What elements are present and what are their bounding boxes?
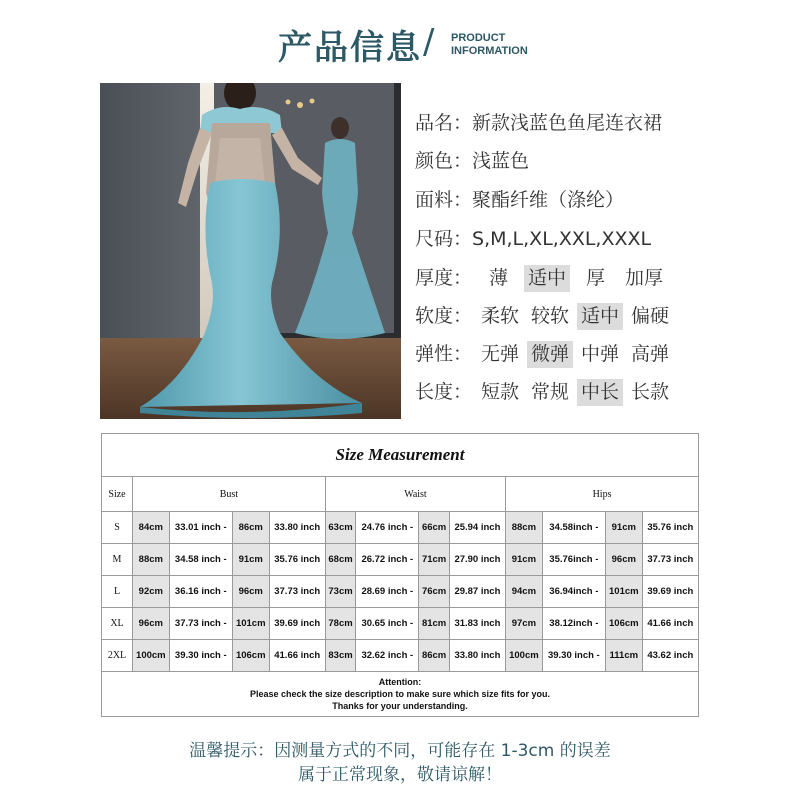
size-label-cell: M [102,544,133,576]
measurement-cell: 106cm [605,608,642,640]
measurement-cell: 101cm [232,608,269,640]
size-label-cell: 2XL [102,640,133,672]
measurement-cell: 100cm [506,640,543,672]
subtitle-line-1: PRODUCT [451,32,506,44]
measurement-cell: 86cm [232,512,269,544]
measurement-cell: 39.30 inch - [542,640,605,672]
measurement-cell: 78cm [325,608,355,640]
spec-name-label: 品名： [415,112,473,134]
grade-option: 常规 [531,381,570,403]
measurement-cell: 94cm [506,576,543,608]
page-title: 产品信息 [278,28,422,68]
measurement-cell: 41.66 inch [269,640,325,672]
subtitle-line-2: INFORMATION [451,45,528,57]
measurement-cell: 37.73 inch [642,544,698,576]
spec-color-value: 浅蓝色 [472,150,530,172]
grade-option: 厚 [586,267,606,289]
measurement-cell: 73cm [325,576,355,608]
grade-softness [415,303,670,330]
spec-color-label: 颜色： [415,150,473,172]
measurement-cell: 33.01 inch - [169,512,232,544]
measurement-cell: 34.58 inch - [169,544,232,576]
measurement-cell: 88cm [133,544,170,576]
page-subtitle [451,32,528,58]
measurement-cell: 96cm [605,544,642,576]
grade-thickness [415,265,664,292]
measurement-cell: 84cm [133,512,170,544]
table-header-row [102,477,699,512]
measurement-cell: 36.16 inch - [169,576,232,608]
title-divider: / [423,22,435,62]
measurement-cell: 31.83 inch [449,608,505,640]
attention-row [102,672,699,717]
grade-option: 无弹 [481,343,520,365]
measurement-cell: 76cm [419,576,449,608]
measurement-cell: 92cm [133,576,170,608]
spec-name [415,108,662,135]
measurement-cell: 86cm [419,640,449,672]
measurement-cell: 68cm [325,544,355,576]
measurement-cell: 88cm [506,512,543,544]
grade-option-selected: 微弹 [527,341,573,368]
measurement-cell: 39.69 inch [269,608,325,640]
footer-note-2: 属于正常现象，敬请谅解！ [298,765,502,785]
table-row [102,608,699,640]
measurement-cell: 39.30 inch - [169,640,232,672]
measurement-cell: 43.62 inch [642,640,698,672]
grade-option: 柔软 [481,305,520,327]
measurement-cell: 41.66 inch [642,608,698,640]
grade-option: 偏硬 [631,305,670,327]
grade-option-selected: 适中 [524,265,570,292]
grade-length [415,379,670,406]
spec-size [415,224,651,251]
measurement-cell: 81cm [419,608,449,640]
grade-option-selected: 适中 [577,303,623,330]
measurement-cell: 37.73 inch [269,576,325,608]
size-table [101,433,699,717]
size-label-cell: L [102,576,133,608]
measurement-cell: 106cm [232,640,269,672]
measurement-cell: 97cm [506,608,543,640]
measurement-cell: 30.65 inch - [356,608,419,640]
product-photo [100,83,401,419]
table-row [102,640,699,672]
table-row [102,576,699,608]
grade-option: 短款 [481,381,520,403]
attention-thanks: Thanks for your understanding. [332,701,468,711]
measurement-cell: 24.76 inch - [356,512,419,544]
measurement-cell: 29.87 inch [449,576,505,608]
spec-color [415,146,529,173]
table-row [102,544,699,576]
table-row [102,512,699,544]
grade-option: 中弹 [581,343,620,365]
attention-title: Attention: [378,677,422,687]
header-waist: Waist [325,477,505,512]
grade-option: 较软 [531,305,570,327]
attention-note [102,672,699,717]
spec-name-value: 新款浅蓝色鱼尾连衣裙 [472,112,663,134]
measurement-cell: 91cm [232,544,269,576]
measurement-cell: 101cm [605,576,642,608]
measurement-cell: 91cm [506,544,543,576]
measurement-cell: 37.73 inch - [169,608,232,640]
measurement-cell: 66cm [419,512,449,544]
measurement-cell: 26.72 inch - [356,544,419,576]
footer-note-1: 温馨提示：因测量方式的不同，可能存在 1-3cm 的误差 [189,741,611,761]
grade-length-label: 长度： [415,381,473,403]
measurement-cell: 71cm [419,544,449,576]
table-caption: Size Measurement [102,434,699,477]
measurement-cell: 111cm [605,640,642,672]
measurement-cell: 39.69 inch [642,576,698,608]
size-label-cell: XL [102,608,133,640]
measurement-cell: 25.94 inch [449,512,505,544]
spec-size-label: 尺码： [415,228,473,250]
measurement-cell: 38.12inch - [542,608,605,640]
header-hips: Hips [506,477,699,512]
measurement-cell: 100cm [133,640,170,672]
measurement-cell: 33.80 inch [449,640,505,672]
grade-option: 薄 [489,267,509,289]
header-bust: Bust [133,477,326,512]
measurement-cell: 96cm [232,576,269,608]
measurement-cell: 36.94inch - [542,576,605,608]
spec-fabric-label: 面料： [415,189,473,211]
spec-fabric [415,185,624,212]
measurement-cell: 33.80 inch [269,512,325,544]
table-body [102,512,699,672]
grade-elasticity [415,341,670,368]
table-caption-row [102,434,699,477]
measurement-cell: 91cm [605,512,642,544]
header-size: Size [102,477,133,512]
measurement-cell: 35.76inch - [542,544,605,576]
grade-elasticity-label: 弹性： [415,343,473,365]
grade-option-selected: 中长 [577,379,623,406]
attention-text: Please check the size description to make sure which size fits for you. [249,689,551,699]
measurement-cell: 27.90 inch [449,544,505,576]
measurement-cell: 35.76 inch [269,544,325,576]
grade-option: 高弹 [631,343,670,365]
grade-option: 加厚 [625,267,664,289]
spec-fabric-value: 聚酯纤维（涤纶） [472,189,625,211]
measurement-cell: 63cm [325,512,355,544]
measurement-cell: 28.69 inch - [356,576,419,608]
grade-softness-label: 软度： [415,305,473,327]
measurement-cell: 35.76 inch [642,512,698,544]
measurement-cell: 83cm [325,640,355,672]
measurement-cell: 96cm [133,608,170,640]
measurement-cell: 32.62 inch - [356,640,419,672]
measurement-cell: 34.58inch - [542,512,605,544]
grade-option: 长款 [631,381,670,403]
spec-size-value: S,M,L,XL,XXL,XXXL [472,228,652,250]
size-label-cell: S [102,512,133,544]
grade-thickness-label: 厚度： [415,267,473,289]
